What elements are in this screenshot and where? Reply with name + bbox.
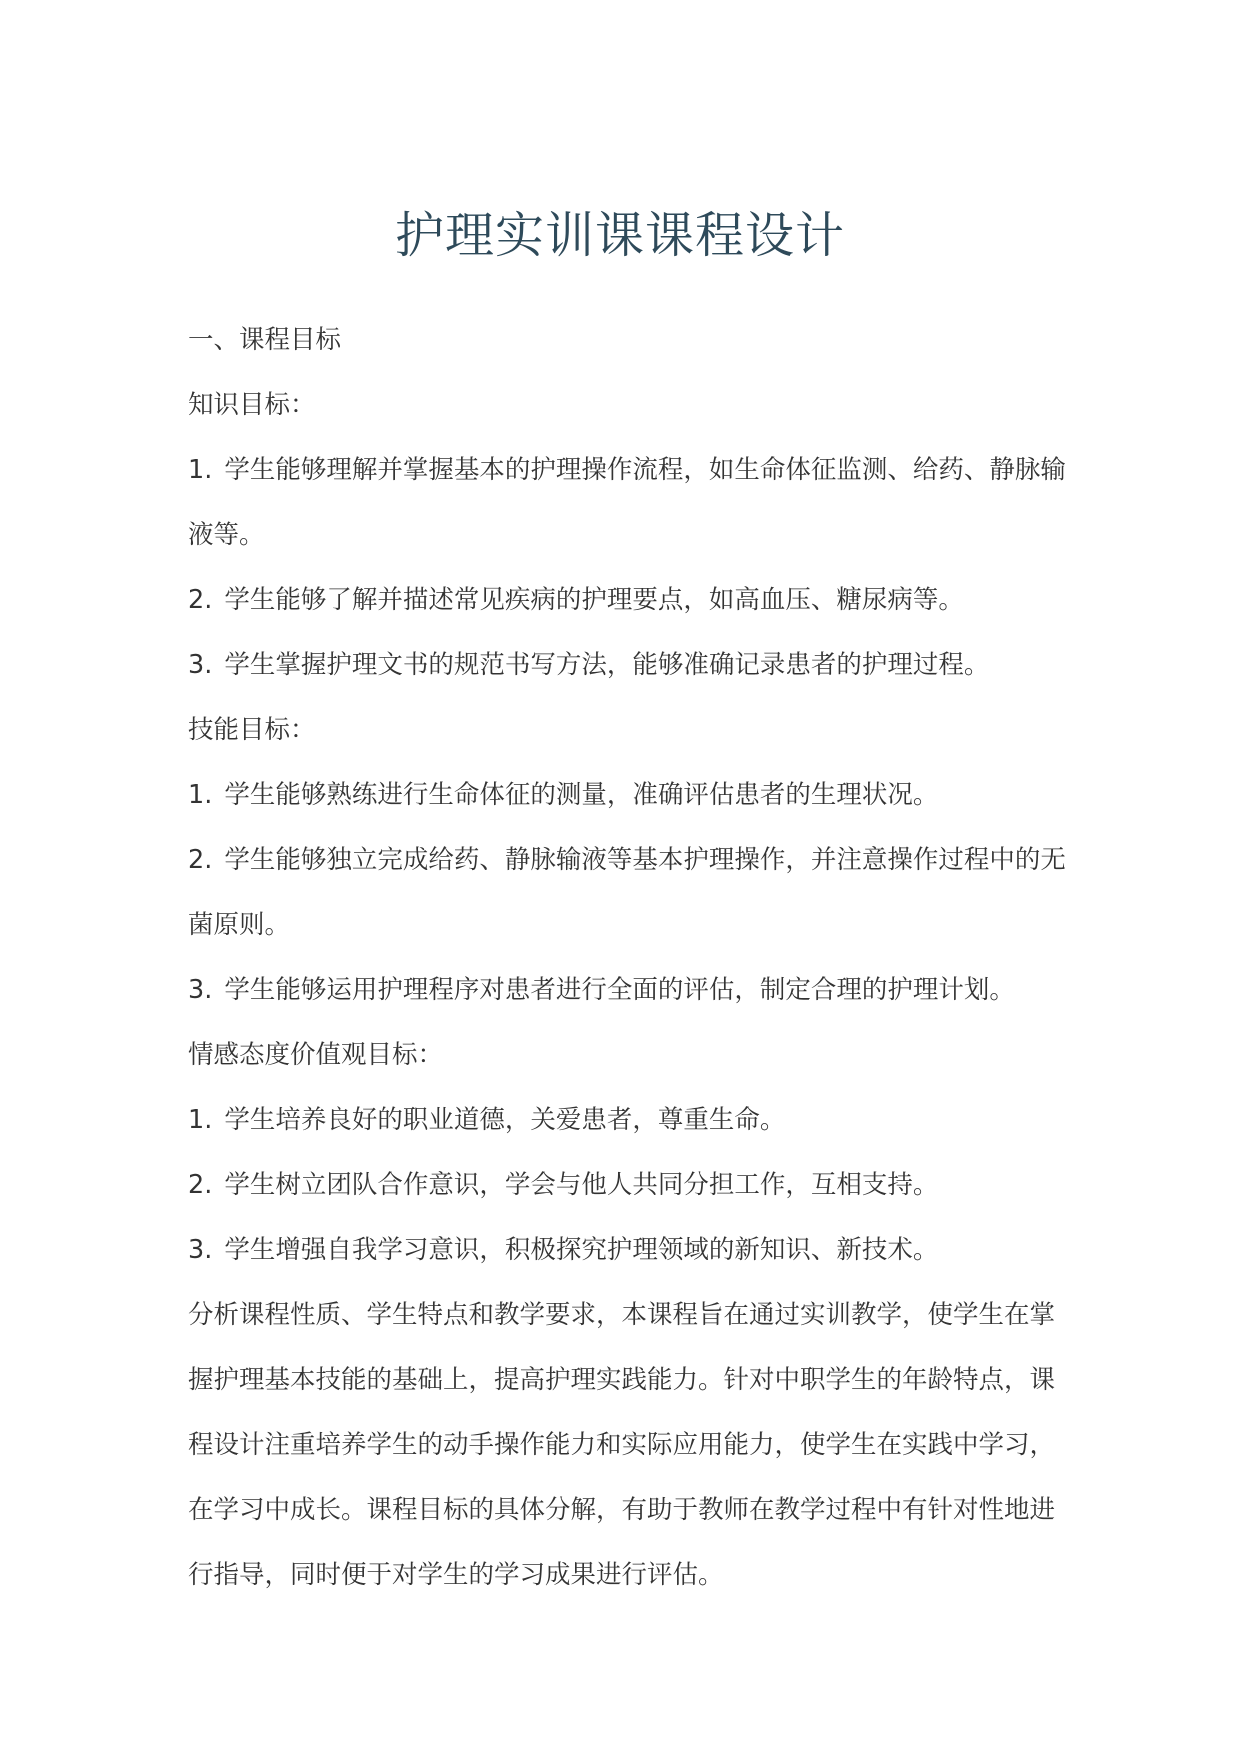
list-item [188, 828, 1066, 893]
list-item-continuation: 液等。 [188, 520, 265, 550]
section-heading: 一、课程目标 [188, 325, 342, 355]
item-number: 3. [188, 1235, 213, 1265]
item-text: 学生培养良好的职业道德，关爱患者，尊重生命。 [224, 1105, 786, 1135]
item-number: 2. [188, 1170, 213, 1200]
item-text: 学生增强自我学习意识，积极探究护理领域的新知识、新技术。 [224, 1235, 939, 1265]
item-number: 1. [188, 780, 213, 810]
document-body [188, 308, 1066, 1608]
analysis-paragraph-line: 握护理基本技能的基础上，提高护理实践能力。针对中职学生的年龄特点，课 [188, 1365, 1056, 1395]
list-item [188, 1153, 1058, 1218]
analysis-paragraph-line: 行指导，同时便于对学生的学习成果进行评估。 [188, 1560, 724, 1590]
item-number: 1. [188, 1105, 213, 1135]
attitude-heading: 情感态度价值观目标： [188, 1040, 444, 1070]
item-text: 学生能够了解并描述常见疾病的护理要点，如高血压、糖尿病等。 [224, 585, 964, 615]
list-item [188, 1218, 1058, 1283]
item-text: 学生能够运用护理程序对患者进行全面的评估，制定合理的护理计划。 [224, 975, 1015, 1005]
list-item [188, 1088, 1058, 1153]
item-number: 2. [188, 845, 213, 875]
list-item [188, 568, 1058, 633]
analysis-paragraph-line: 程设计注重培养学生的动手操作能力和实际应用能力，使学生在实践中学习， [188, 1430, 1056, 1460]
analysis-paragraph-line: 分析课程性质、学生特点和教学要求，本课程旨在通过实训教学，使学生在掌 [188, 1300, 1056, 1330]
list-item [188, 633, 1058, 698]
item-number: 3. [188, 975, 213, 1005]
item-text: 学生能够独立完成给药、静脉输液等基本护理操作，并注意操作过程中的无 [224, 845, 1066, 875]
item-text: 学生树立团队合作意识，学会与他人共同分担工作，互相支持。 [224, 1170, 939, 1200]
list-item [188, 438, 1066, 503]
item-number: 1. [188, 455, 213, 485]
analysis-paragraph-line: 在学习中成长。课程目标的具体分解，有助于教师在教学过程中有针对性地进 [188, 1495, 1056, 1525]
list-item-continuation: 菌原则。 [188, 910, 291, 940]
list-item [188, 958, 1058, 1023]
document-title: 护理实训课课程设计 [394, 207, 845, 264]
knowledge-heading: 知识目标： [188, 390, 316, 420]
item-number: 2. [188, 585, 213, 615]
item-number: 3. [188, 650, 213, 680]
item-text: 学生掌握护理文书的规范书写方法，能够准确记录患者的护理过程。 [224, 650, 990, 680]
list-item [188, 763, 1058, 828]
item-text: 学生能够理解并掌握基本的护理操作流程，如生命体征监测、给药、静脉输 [224, 455, 1066, 485]
skills-heading: 技能目标： [188, 715, 316, 745]
item-text: 学生能够熟练进行生命体征的测量，准确评估患者的生理状况。 [224, 780, 939, 810]
